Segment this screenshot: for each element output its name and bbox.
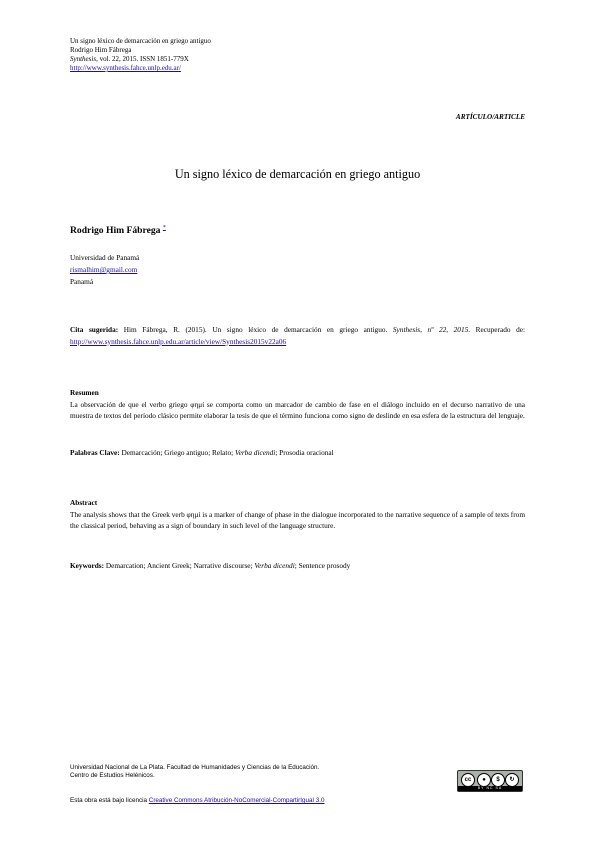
citation-url[interactable]: http://www.synthesis.fahce.unlp.edu.ar/article/view/Synthesis2015v22a06	[70, 336, 287, 346]
cc-sa-label: SA	[495, 786, 503, 790]
header-article-title: Un signo léxico de demarcación en griego antiguo	[70, 37, 211, 45]
author-footnote-link[interactable]: *	[162, 225, 166, 231]
footer-institution	[70, 764, 319, 780]
keywords-text-b: ; Sentence prosody	[294, 561, 351, 570]
footer-center: Centro de Estudios Helénicos.	[70, 772, 155, 779]
suggested-citation	[70, 324, 525, 347]
affiliation-city: Panamá	[70, 277, 94, 286]
palabras-clave-text-a: Demarcación; Griego antiguo; Relato;	[119, 448, 235, 457]
footer-license	[70, 797, 324, 805]
citation-label: Cita sugerida:	[70, 325, 119, 334]
resumen-heading: Resumen	[70, 388, 99, 397]
sharealike-icon: ↻	[505, 773, 519, 787]
palabras-clave-italic: Verba dicendi	[234, 448, 276, 457]
affiliation	[70, 252, 139, 288]
article-title: Un signo léxico de demarcación en griego antiguo	[174, 167, 421, 181]
resumen-body: La observación de que el verbo griego φημί se comporta como un marcador de cambio de fase en el diálogo incluido en el decurso narrativo de una muestra de textos del período clásico permite elaborar la tesis de que el término funciona como signo de deslinde en esa esfera de la estructura del lenguaje.	[70, 399, 525, 420]
header-journal-volume: , vol. 22, 2015. ISSN 1851-779X	[96, 55, 189, 63]
resumen-section	[70, 387, 525, 422]
abstract-body: The analysis shows that the Greek verb φημί is a marker of change of phase in the dialogue incorporated to the narrative sequence of a sample of texts from the classical period, behaving as a sign of boundary in such level of the language structure.	[70, 509, 525, 530]
author-email-link[interactable]: rismalhim@gmail.com	[70, 265, 138, 274]
section-label: ARTÍCULO/ARTICLE	[455, 113, 525, 121]
attribution-icon: ●	[477, 773, 491, 787]
citation-journal: Synthesis, nº 22, 2015	[392, 325, 469, 334]
creative-commons-badge[interactable]	[457, 770, 523, 792]
header-journal-info	[70, 55, 211, 64]
cc-badge-labels	[458, 786, 522, 791]
header-journal-name: Synthesis	[70, 55, 97, 63]
cc-icon: cc	[461, 773, 475, 787]
affiliation-university: Universidad de Panamá	[70, 253, 140, 262]
palabras-clave-label: Palabras Clave:	[70, 448, 120, 457]
palabras-clave-text-b: ; Prosodia oracional	[275, 448, 334, 457]
header-author: Rodrigo Him Fábrega	[70, 46, 132, 54]
noncommercial-icon: $	[491, 773, 505, 787]
keywords	[70, 560, 525, 572]
footer-university: Universidad Nacional de La Plata. Facultad de Humanidades y Ciencias de la Educación.	[70, 764, 320, 771]
running-header	[70, 37, 211, 73]
cc-nc-label: NC	[486, 786, 494, 790]
keywords-italic: Verba dicendi	[254, 561, 295, 570]
author-name: Rodrigo Him Fábrega	[70, 225, 161, 237]
author-line	[70, 225, 166, 236]
cc-by-label: BY	[477, 786, 485, 790]
citation-retrieved: . Recuperado de:	[468, 325, 525, 334]
palabras-clave	[70, 447, 525, 459]
keywords-label: Keywords:	[70, 561, 105, 570]
header-journal-url[interactable]: http://www.synthesis.fahce.unlp.edu.ar/	[70, 64, 181, 72]
citation-text: Him Fábrega, R. (2015). Un signo léxico de demarcación en griego antiguo.	[118, 325, 393, 334]
license-link[interactable]: Creative Commons Atribución-NoComercial-CompartirIgual 3.0	[148, 797, 325, 804]
abstract-heading: Abstract	[70, 498, 98, 507]
abstract-section	[70, 497, 525, 532]
keywords-text-a: Demarcation; Ancient Greek; Narrative discourse;	[104, 561, 255, 570]
license-prefix: Esta obra está bajo licencia	[70, 797, 149, 804]
